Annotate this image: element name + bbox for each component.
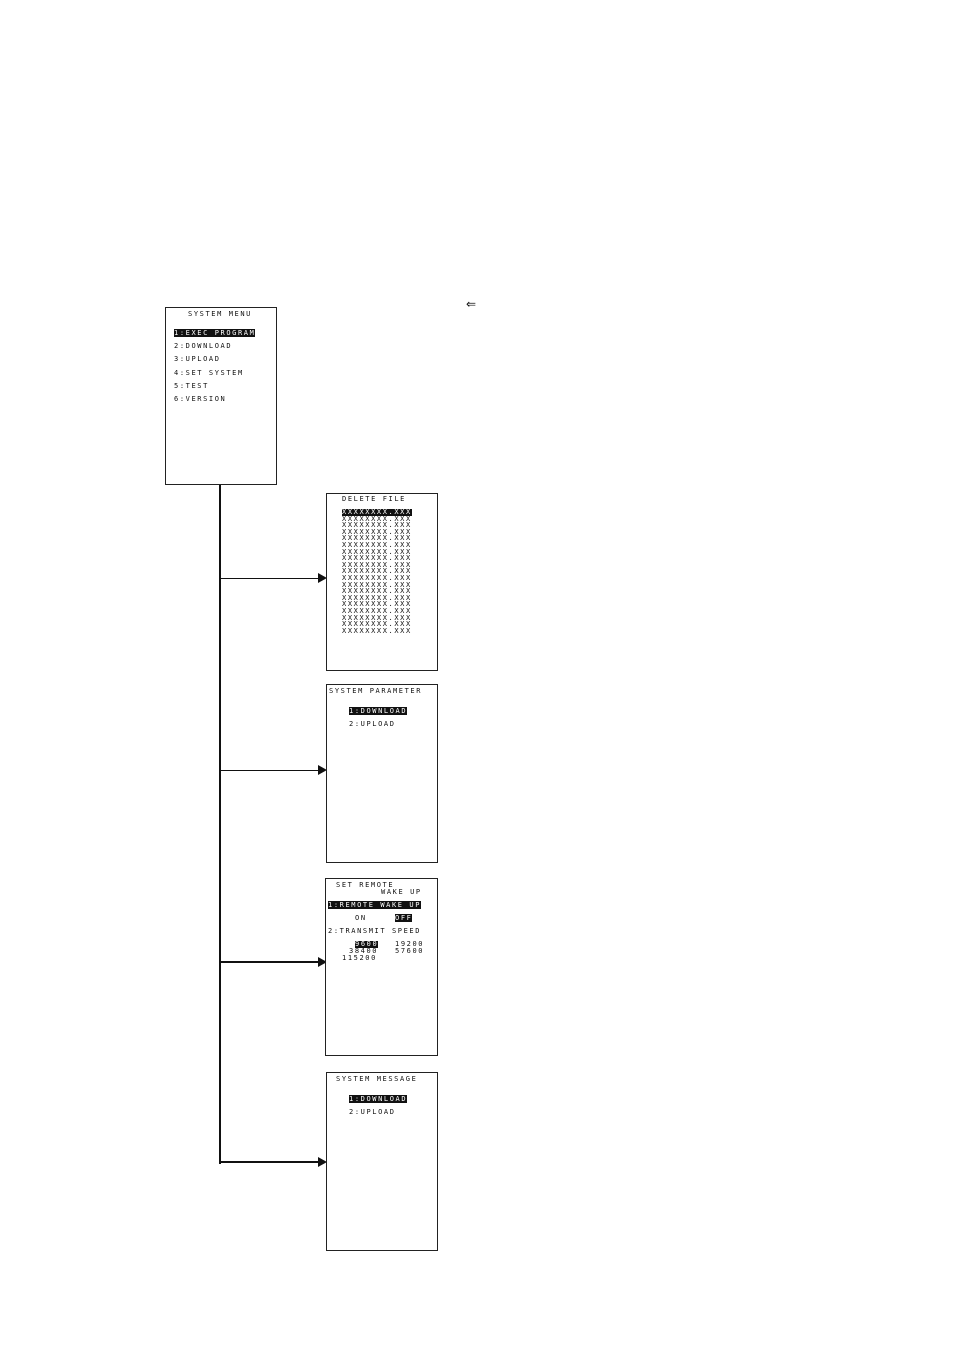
menu-item-set-system[interactable]: 4:SET SYSTEM: [174, 369, 244, 377]
file-item[interactable]: XXXXXXXX.XXX: [342, 554, 412, 563]
speed-19200[interactable]: 19200: [395, 940, 425, 948]
system-parameter-download[interactable]: 1:DOWNLOAD: [349, 707, 408, 715]
system-parameter-upload[interactable]: 2:UPLOAD: [349, 720, 396, 728]
file-item[interactable]: XXXXXXXX.XXX: [342, 567, 412, 576]
system-menu-screen: [165, 307, 277, 485]
file-item[interactable]: XXXXXXXX.XXX: [342, 540, 412, 549]
file-item[interactable]: XXXXXXXX.XXX: [342, 613, 412, 622]
system-message-title: SYSTEM MESSAGE: [336, 1075, 418, 1083]
file-item[interactable]: XXXXXXXX.XXX: [342, 600, 412, 609]
connector-branch-system-message: [219, 1161, 319, 1163]
file-item[interactable]: XXXXXXXX.XXX: [342, 508, 412, 516]
speed-115200[interactable]: 115200: [342, 954, 377, 962]
menu-item-version[interactable]: 6:VERSION: [174, 395, 227, 403]
file-item[interactable]: XXXXXXXX.XXX: [342, 521, 412, 530]
menu-item-test[interactable]: 5:TEST: [174, 382, 209, 390]
file-item[interactable]: XXXXXXXX.XXX: [342, 534, 412, 543]
speed-9600[interactable]: 9600: [355, 940, 379, 948]
file-item[interactable]: XXXXXXXX.XXX: [342, 560, 412, 569]
transmit-speed-option[interactable]: 2:TRANSMIT SPEED: [328, 927, 422, 935]
connector-trunk: [219, 484, 221, 1164]
delete-file-title: DELETE FILE: [342, 495, 406, 503]
file-item[interactable]: XXXXXXXX.XXX: [342, 593, 412, 602]
system-message-upload[interactable]: 2:UPLOAD: [349, 1108, 396, 1116]
menu-item-upload[interactable]: 3:UPLOAD: [174, 355, 221, 363]
menu-item-download[interactable]: 2:DOWNLOAD: [174, 342, 233, 350]
file-item[interactable]: XXXXXXXX.XXX: [342, 573, 412, 582]
connector-branch-delete-file: [219, 578, 319, 579]
system-parameter-screen: [326, 684, 438, 863]
speed-57600[interactable]: 57600: [395, 947, 425, 955]
system-message-screen: [326, 1072, 438, 1251]
speed-38400[interactable]: 38400: [349, 947, 379, 955]
set-remote-title-line2: WAKE UP: [381, 888, 422, 896]
delete-file-screen: [326, 493, 438, 671]
file-item[interactable]: XXXXXXXX.XXX: [342, 587, 412, 596]
system-parameter-title: SYSTEM PARAMETER: [329, 687, 423, 695]
file-item[interactable]: XXXXXXXX.XXX: [342, 580, 412, 589]
system-message-download[interactable]: 1:DOWNLOAD: [349, 1095, 408, 1103]
back-arrow-icon: ⇐: [466, 297, 477, 311]
file-list: [342, 509, 412, 634]
menu-item-exec-program[interactable]: 1:EXEC PROGRAM: [174, 329, 256, 337]
file-item[interactable]: XXXXXXXX.XXX: [342, 547, 412, 556]
system-menu-title: SYSTEM MENU: [188, 310, 252, 318]
connector-branch-set-remote: [219, 961, 319, 963]
set-remote-title: SET REMOTE: [336, 881, 395, 889]
set-remote-screen: [325, 878, 438, 1056]
file-item[interactable]: XXXXXXXX.XXX: [342, 527, 412, 536]
file-item[interactable]: XXXXXXXX.XXX: [342, 606, 412, 615]
file-item[interactable]: XXXXXXXX.XXX: [342, 620, 412, 629]
file-item[interactable]: XXXXXXXX.XXX: [342, 514, 412, 523]
file-item[interactable]: XXXXXXXX.XXX: [342, 626, 412, 635]
wake-up-on-option[interactable]: ON: [355, 914, 367, 922]
wake-up-off-option[interactable]: OFF: [395, 914, 413, 922]
remote-wake-up-option[interactable]: 1:REMOTE WAKE UP: [328, 901, 422, 909]
connector-branch-system-parameter: [219, 770, 319, 771]
